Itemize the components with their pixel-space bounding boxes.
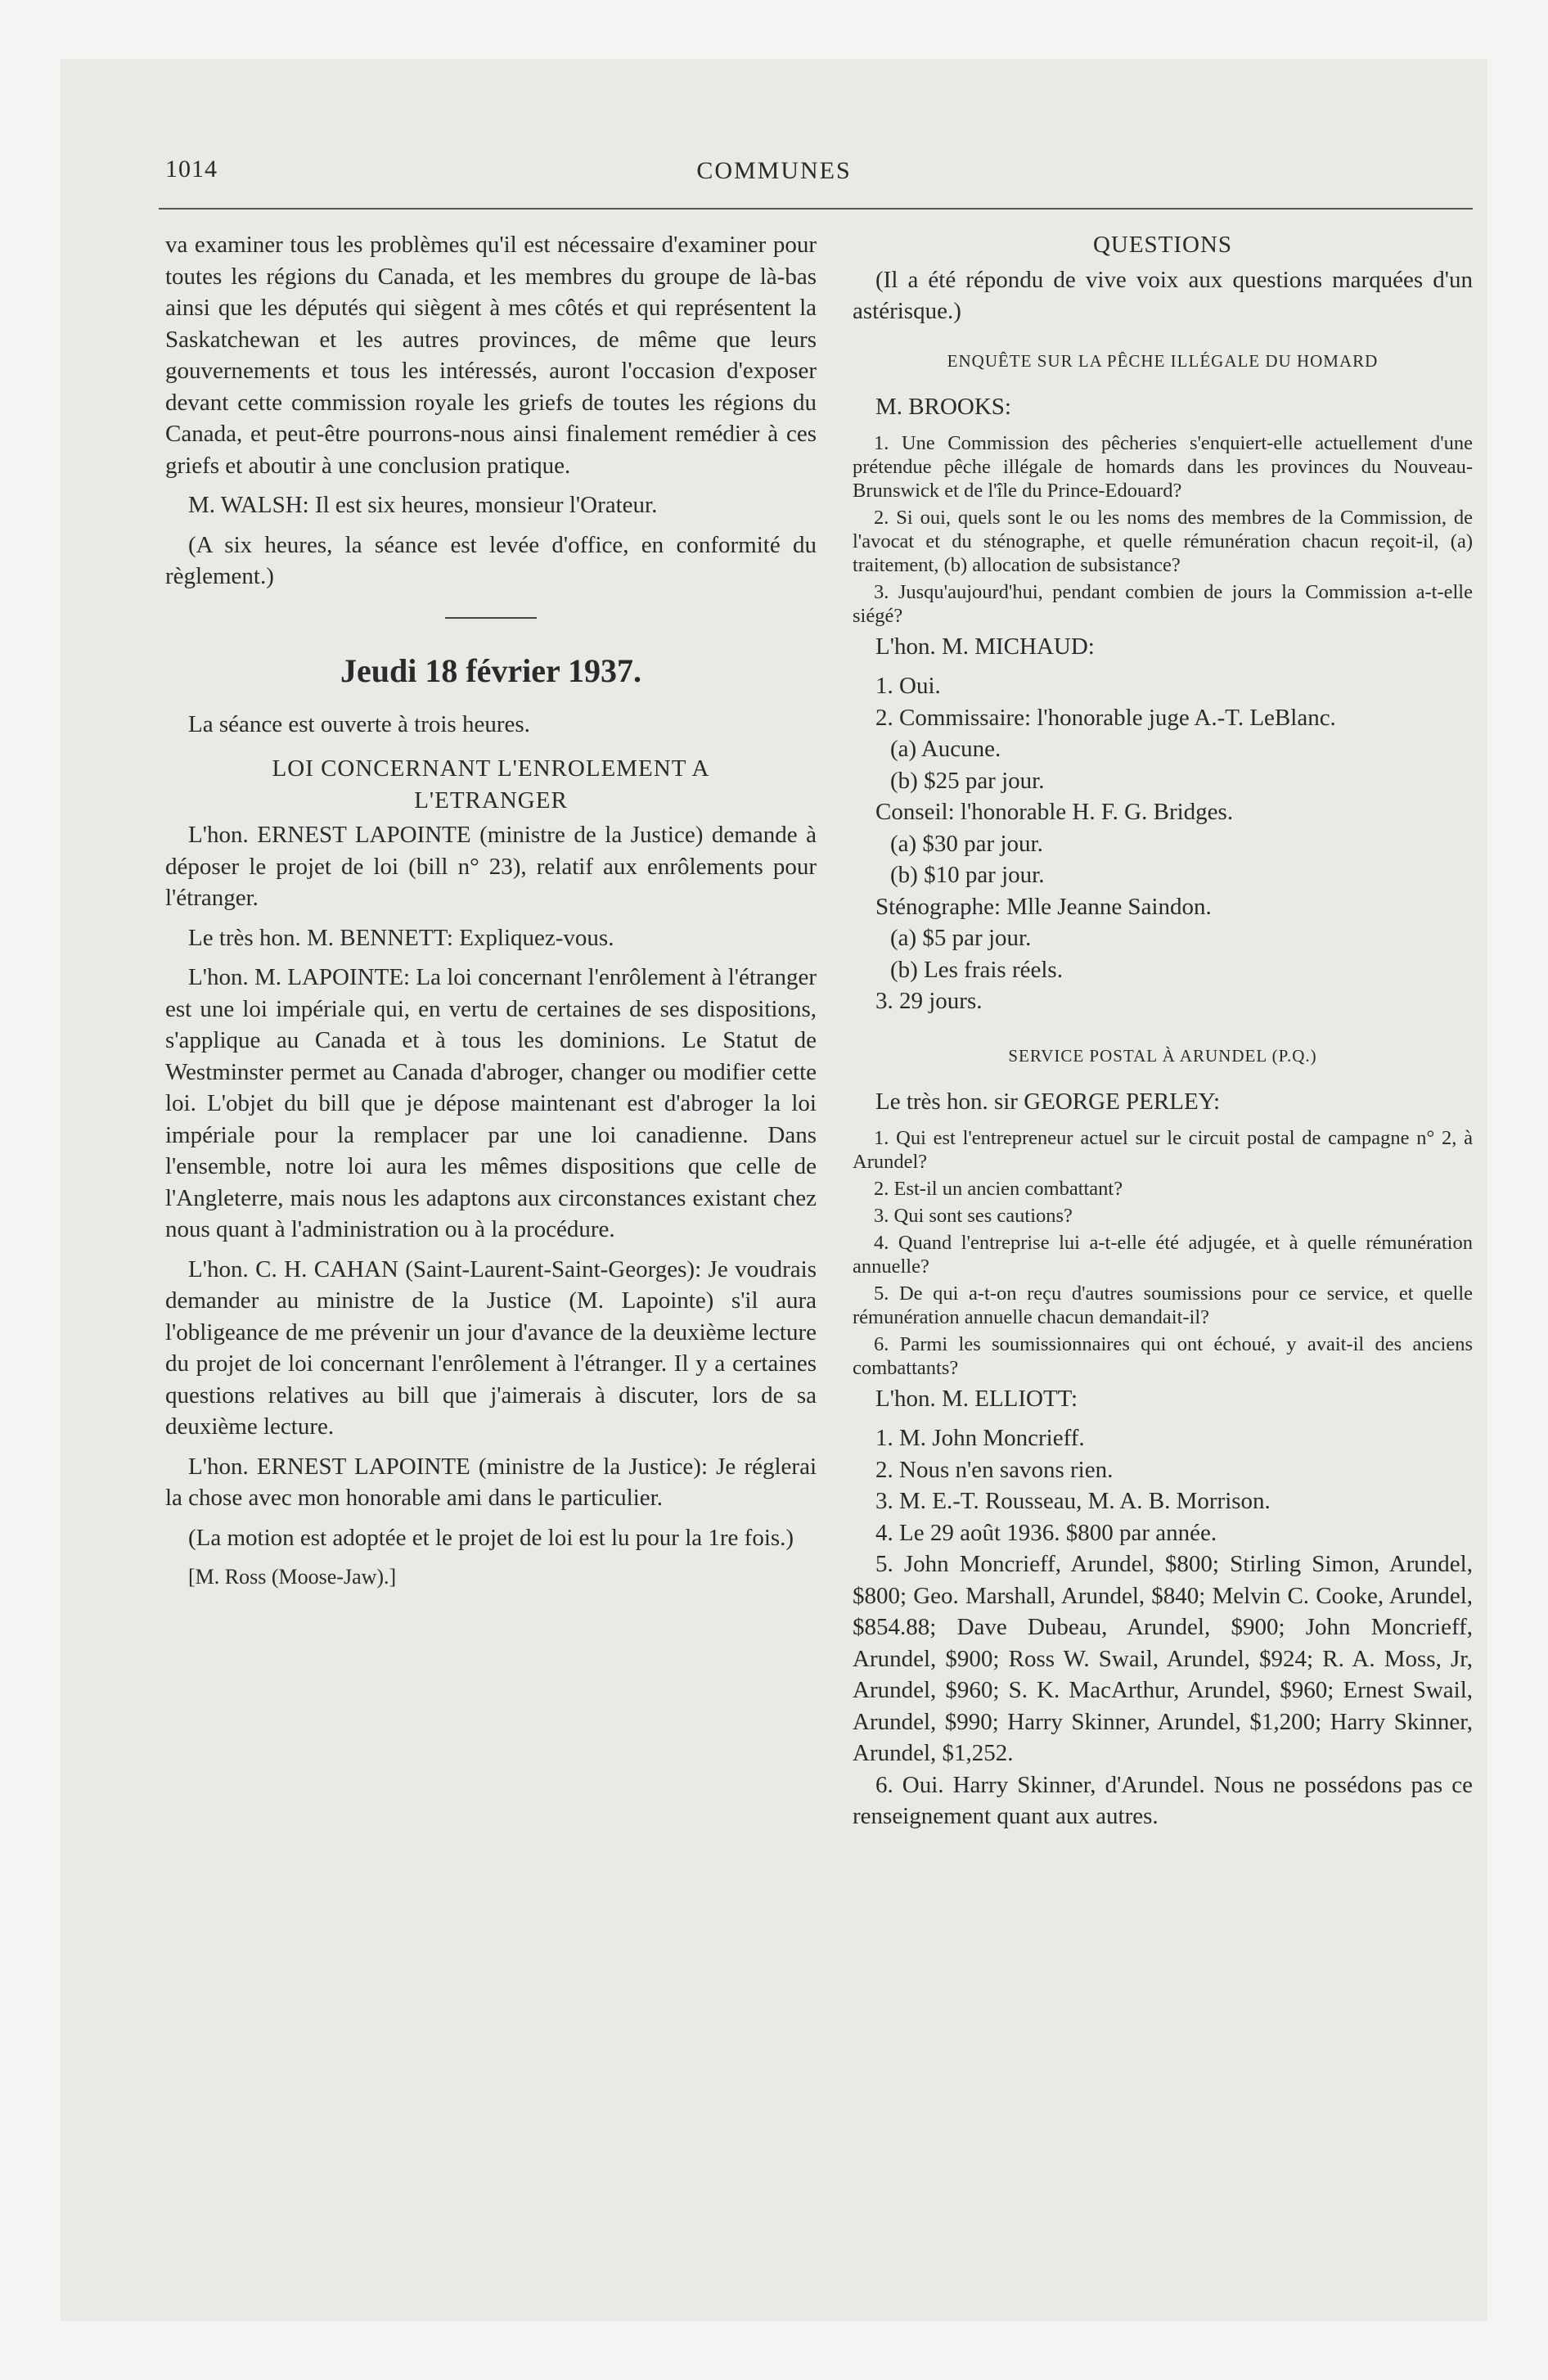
paragraph: Le très hon. M. BENNETT: Expliquez-vous.	[188, 924, 614, 951]
list-item: 2. Est-il un ancien combattant?	[874, 1177, 1123, 1200]
paragraph: La séance est ouverte à trois heures.	[188, 710, 530, 737]
paragraph: va examiner tous les problèmes qu'il est nécessaire d'examiner pour toutes les régions du Canada, et les membres du groupe de là-bas ainsi que les députés qui siègent à mes côtés et qui représentent la Saskatchewan et les autres provinces, de même que leurs gouvernements et tous les intéressés, auront l'occasion d'exposer devant cette commission royale les griefs de toutes les régions du Canada, et peut-être pourrons-nous ainsi finalement remédier à ces griefs et aboutir à une conclusion pratique.	[165, 232, 817, 479]
section-divider	[445, 617, 537, 619]
questions-title: QUESTIONS	[1092, 232, 1233, 258]
list-item: 1. M. John Moncrieff.	[875, 1425, 1085, 1451]
speaker: L'hon. M. ELLIOTT:	[875, 1385, 1078, 1412]
list-item: Conseil: l'honorable H. F. G. Bridges.	[875, 799, 1234, 825]
document-page	[61, 59, 1487, 2321]
page-number: 1014	[165, 156, 218, 183]
sitting-date: Jeudi 18 février 1937.	[340, 651, 642, 689]
list-item: 3. M. E.-T. Rousseau, M. A. B. Morrison.	[875, 1488, 1271, 1514]
paragraph: (A six heures, la séance est levée d'office, en conformité du règlement.)	[165, 531, 817, 589]
speaker: Le très hon. sir GEORGE PERLEY:	[875, 1089, 1221, 1115]
list-item: 4. Le 29 août 1936. $800 par année.	[875, 1519, 1217, 1546]
left-column	[165, 229, 817, 1602]
paragraph: L'hon. M. LAPOINTE: La loi concernant l'enrôlement à l'étranger est une loi impériale qui, en vertu de certaines de ses dispositions, s'applique au Canada et à tous les dominions. Le Statut de Westminster permet au Canada d'abroger, changer ou modifier cette loi. L'objet du bill que je dépose maintenant est d'abroger la loi impériale pour la remplacer par une loi canadienne. Dans l'ensemble, notre loi aura les mêmes dispositions que celle de l'Angleterre, mais nous les adaptons aux circonstances existant chez nous quant à l'administration ou à la procédure.	[165, 964, 817, 1242]
list-item: (a) $5 par jour.	[890, 925, 1032, 951]
list-item: 6. Parmi les soumissionnaires qui ont échoué, y avait-il des anciens combattants?	[853, 1332, 1473, 1379]
section-heading: LOI CONCERNANT L'ENROLEMENT A L'ETRANGER	[272, 755, 710, 814]
list-item: 3. 29 jours.	[875, 988, 983, 1014]
speaker: M. BROOKS:	[875, 394, 1011, 420]
paragraph: L'hon. ERNEST LAPOINTE (ministre de la Justice) demande à déposer le projet de loi (bill n° 23), relatif aux enrôlements pour l'étranger.	[165, 822, 817, 911]
list-item: 5. John Moncrieff, Arundel, $800; Stirling Simon, Arundel, $800; Geo. Marshall, Arundel, $840; Melvin C. Cooke, Arundel, $854.88; Dave Dubeau, Arundel, $900; John Moncrieff, Arundel, $900; Ross W. Swail, Arundel, $924; R. A. Moss, Jr, Arundel, $960; S. K. MacArthur, Arundel, $960; Ernest Swail, Arundel, $990; Harry Skinner, Arundel, $1,200; Harry Skinner, Arundel, $1,252.	[853, 1551, 1473, 1766]
list-item: 1. Une Commission des pêcheries s'enquiert-elle actuellement d'une prétendue pêche illégale de homards dans les provinces du Nouveau-Brunswick et de l'île du Prince-Edouard?	[853, 431, 1473, 502]
answer-list	[853, 670, 1473, 1017]
paragraph: L'hon. ERNEST LAPOINTE (ministre de la Justice): Je réglerai la chose avec mon honorable ami dans le particulier.	[165, 1453, 817, 1511]
list-item: 2. Commissaire: l'honorable juge A.-T. LeBlanc.	[875, 704, 1336, 731]
list-item: (b) Les frais réels.	[890, 956, 1063, 983]
list-item: Sténographe: Mlle Jeanne Saindon.	[875, 893, 1212, 920]
list-item: (a) Aucune.	[890, 736, 1001, 762]
list-item: (a) $30 par jour.	[890, 830, 1043, 857]
paragraph: (La motion est adoptée et le projet de loi est lu pour la 1re fois.)	[188, 1524, 794, 1551]
list-item: (b) $10 par jour.	[890, 862, 1045, 888]
list-item: 2. Nous n'en savons rien.	[875, 1456, 1114, 1483]
header-rule	[159, 208, 1473, 210]
footer-note: [M. Ross (Moose-Jaw).]	[188, 1565, 397, 1589]
right-column	[853, 229, 1473, 1832]
section-heading: ENQUÊTE SUR LA PÊCHE ILLÉGALE DU HOMARD	[947, 350, 1379, 371]
list-item: 3. Qui sont ses cautions?	[874, 1204, 1073, 1227]
paragraph: L'hon. C. H. CAHAN (Saint-Laurent-Saint-Georges): Je voudrais demander au ministre de la Justice (M. Lapointe) s'il aura l'obligeance de me prévenir un jour d'avance de la deuxième lecture du projet de loi concernant l'enrôlement à l'étranger. Il y a certaines questions relatives au bill que j'aimerais à discuter, lors de sa deuxième lecture.	[165, 1255, 817, 1440]
list-item: (b) $25 par jour.	[890, 767, 1045, 794]
running-title: COMMUNES	[696, 157, 852, 184]
paragraph: M. WALSH: Il est six heures, monsieur l'Orateur.	[188, 492, 658, 518]
list-item: 5. De qui a-t-on reçu d'autres soumissions pour ce service, et quelle rémunération annuelle chacun demandait-il?	[853, 1282, 1473, 1328]
list-item: 1. Qui est l'entrepreneur actuel sur le circuit postal de campagne n° 2, à Arundel?	[853, 1126, 1473, 1173]
section-heading: SERVICE POSTAL À ARUNDEL (P.Q.)	[1008, 1045, 1317, 1066]
list-item: 2. Si oui, quels sont le ou les noms des membres de la Commission, de l'avocat et du sténographe, et quelle rémunération chacun reçoit-il, (a) traitement, (b) allocation de subsistance?	[853, 506, 1473, 576]
list-item: 4. Quand l'entreprise lui a-t-elle été adjugée, et à quelle rémunération annuelle?	[853, 1231, 1473, 1278]
answer-list	[853, 1422, 1473, 1832]
paragraph: (Il a été répondu de vive voix aux questions marquées d'un astérisque.)	[853, 266, 1473, 324]
list-item: 3. Jusqu'aujourd'hui, pendant combien de jours la Commission a-t-elle siégé?	[853, 580, 1473, 627]
list-item: 1. Oui.	[875, 673, 941, 699]
question-list	[853, 1126, 1473, 1380]
question-list	[853, 431, 1473, 628]
speaker: L'hon. M. MICHAUD:	[875, 633, 1095, 660]
list-item: 6. Oui. Harry Skinner, d'Arundel. Nous ne possédons pas ce renseignement quant aux autres.	[853, 1771, 1473, 1829]
